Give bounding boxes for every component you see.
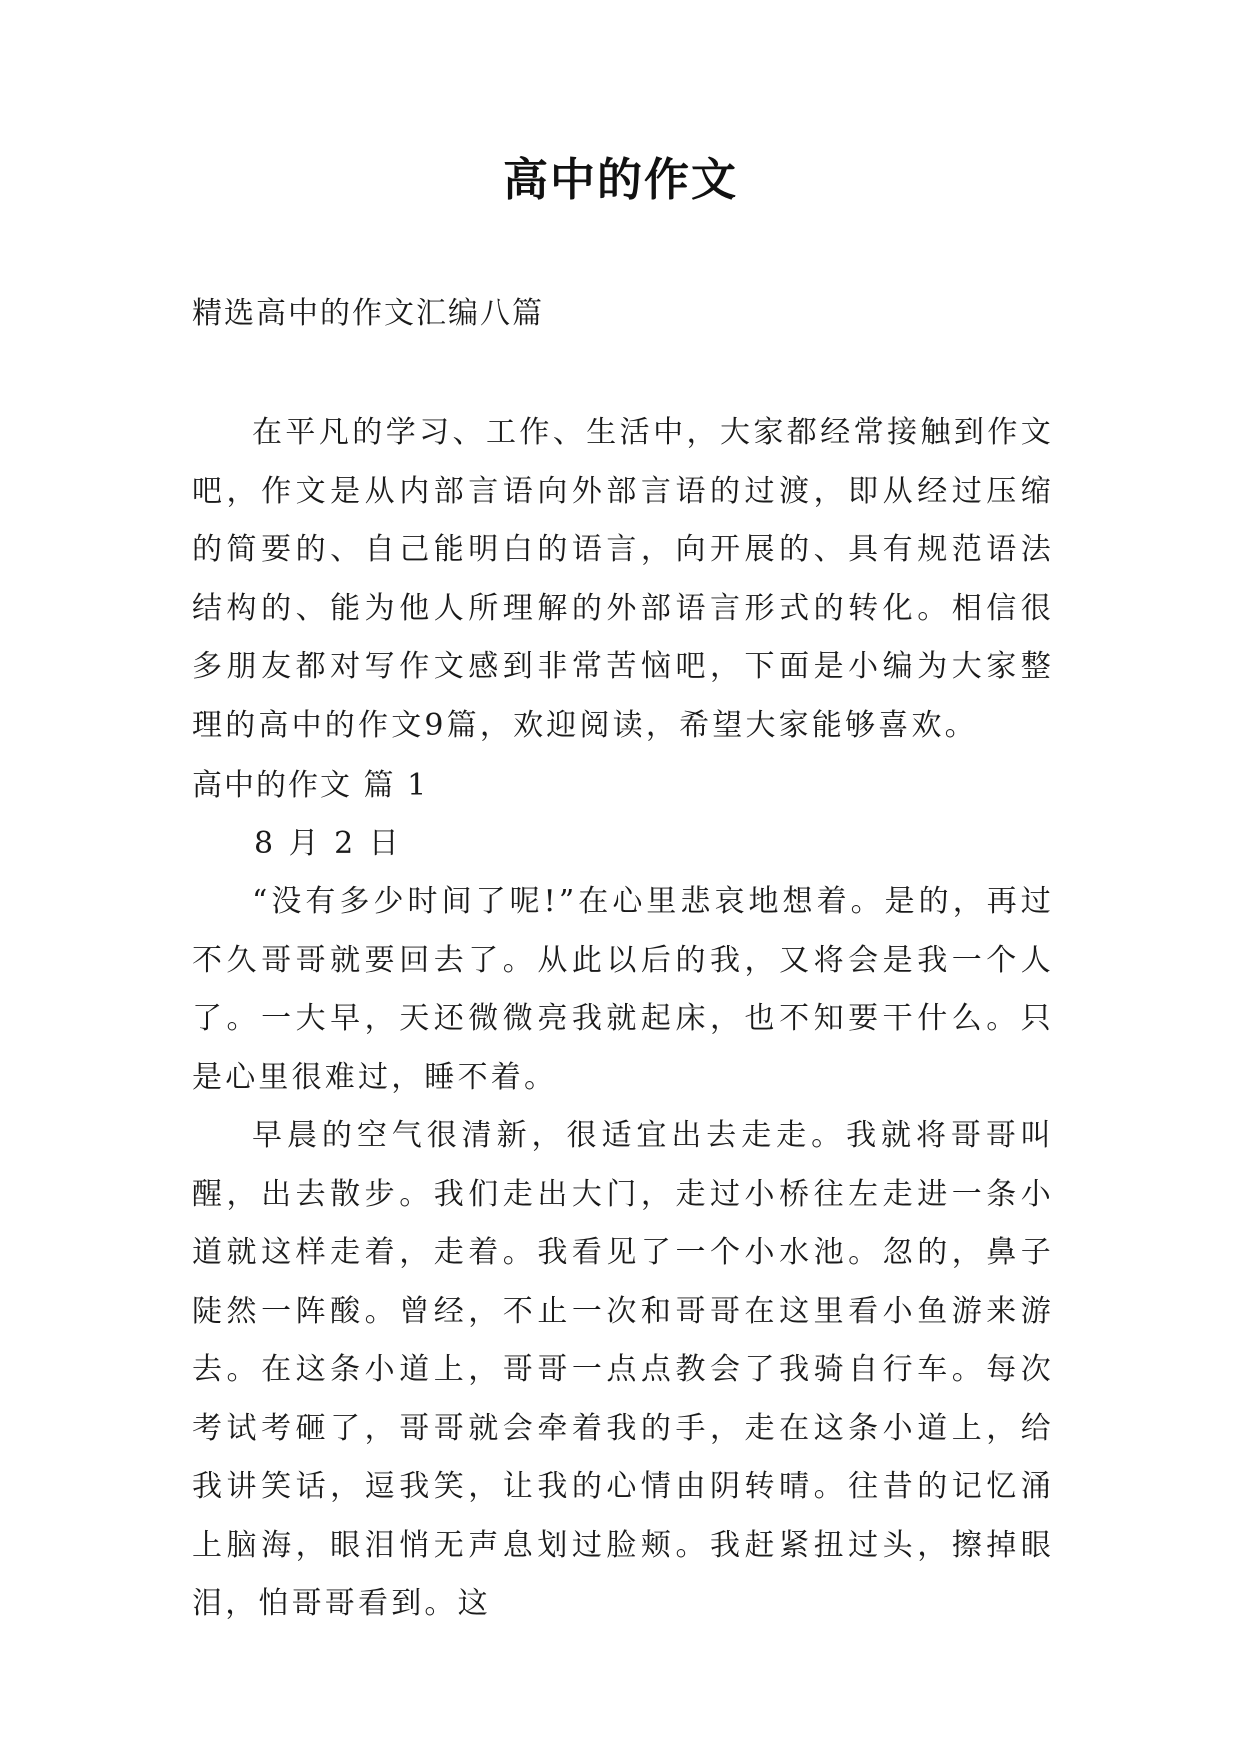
essay-paragraph: “没有多少时间了呢!”在心里悲哀地想着。是的，再过不久哥哥就要回去了。从此以后的我，又将会是我一个人了。一大早，天还微微亮我就起床，也不知要干什么。只是心里很难过，睡不着。	[192, 884, 1054, 1095]
document-title: 高中的作文	[502, 153, 738, 206]
essay-date: 8 月 2 日	[254, 826, 402, 861]
essay-body	[192, 873, 1054, 1634]
document-subtitle: 精选高中的作文汇编八篇	[192, 296, 544, 331]
intro-section	[192, 404, 1054, 755]
intro-paragraph: 在平凡的学习、工作、生活中，大家都经常接触到作文吧，作文是从内部言语向外部言语的过渡，即从经过压缩的简要的、自己能明白的语言，向开展的、具有规范语法结构的、能为他人所理解的外部语言形式的转化。相信很多朋友都对写作文感到非常苦恼吧，下面是小编为大家整理的高中的作文9篇，欢迎阅读，希望大家能够喜欢。	[192, 415, 1054, 743]
section-heading: 高中的作文 篇 1	[192, 768, 429, 803]
essay-paragraph: 早晨的空气很清新，很适宜出去走走。我就将哥哥叫醒，出去散步。我们走出大门，走过小桥往左走进一条小道就这样走着，走着。我看见了一个小水池。忽的，鼻子陡然一阵酸。曾经，不止一次和哥哥在这里看小鱼游来游去。在这条小道上，哥哥一点点教会了我骑自行车。每次考试考砸了，哥哥就会牵着我的手，走在这条小道上，给我讲笑话，逗我笑，让我的心情由阴转晴。往昔的记忆涌上脑海，眼泪悄无声息划过脸颊。我赶紧扭过头，擦掉眼泪，怕哥哥看到。这	[192, 1118, 1054, 1621]
